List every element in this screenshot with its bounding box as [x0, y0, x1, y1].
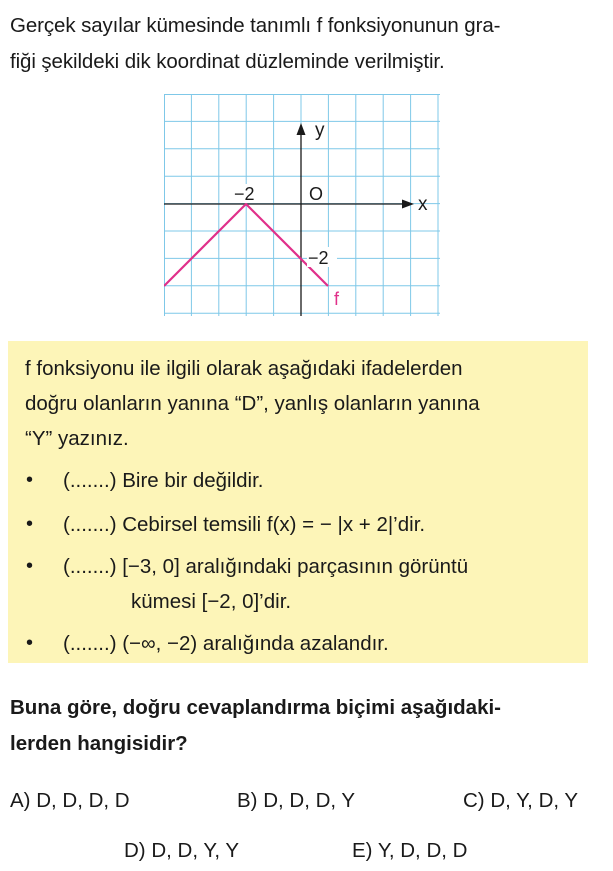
bullet-icon: • — [26, 632, 34, 654]
function-graph — [164, 94, 440, 321]
statement-text: (.......) [−3, 0] aralığındaki parçasının görüntü — [63, 555, 469, 578]
box-instructions — [25, 351, 583, 456]
choice-d[interactable]: D) D, D, Y, Y — [124, 839, 240, 862]
statement-text: (.......) Cebirsel temsili f(x) = − |x + 2|’dir. — [63, 513, 426, 536]
function-label: f — [334, 289, 340, 309]
origin-label: O — [309, 184, 324, 204]
statement-text-continued: kümesi [−2, 0]’dir. — [131, 590, 292, 613]
y-axis-label: y — [315, 120, 325, 141]
choice-c[interactable]: C) D, Y, D, Y — [463, 789, 579, 812]
statements-box — [8, 341, 588, 663]
question-line-1: Buna göre, doğru cevaplandırma biçimi aşağıdaki- — [10, 696, 501, 719]
x-tick-label: −2 — [234, 184, 255, 204]
question-text — [10, 690, 600, 762]
bullet-icon: • — [26, 555, 34, 577]
box-intro-line-2: doğru olanların yanına “D”, yanlış olanların yanına — [25, 392, 480, 415]
x-axis-label: x — [418, 194, 428, 215]
statement-text: (.......) Bire bir değildir. — [63, 469, 264, 492]
choice-b[interactable]: B) D, D, D, Y — [237, 789, 356, 812]
intro-text — [10, 8, 606, 80]
box-intro-line-1: f fonksiyonu ile ilgili olarak aşağıdaki ifadelerden — [25, 357, 463, 380]
graph-svg — [164, 94, 440, 316]
choice-a[interactable]: A) D, D, D, D — [10, 789, 130, 812]
question-line-2: lerden hangisidir? — [10, 732, 188, 755]
bullet-icon: • — [26, 513, 34, 535]
box-intro-line-3: “Y” yazınız. — [25, 427, 129, 450]
intro-line-2: fiği şekildeki dik koordinat düzleminde verilmiştir. — [10, 50, 445, 73]
y-tick-label: −2 — [308, 248, 329, 268]
bullet-icon: • — [26, 469, 34, 491]
statement-text: (.......) (−∞, −2) aralığında azalandır. — [63, 632, 389, 655]
choice-e[interactable]: E) Y, D, D, D — [352, 839, 468, 862]
intro-line-1: Gerçek sayılar kümesinde tanımlı f fonksiyonunun gra- — [10, 14, 501, 37]
